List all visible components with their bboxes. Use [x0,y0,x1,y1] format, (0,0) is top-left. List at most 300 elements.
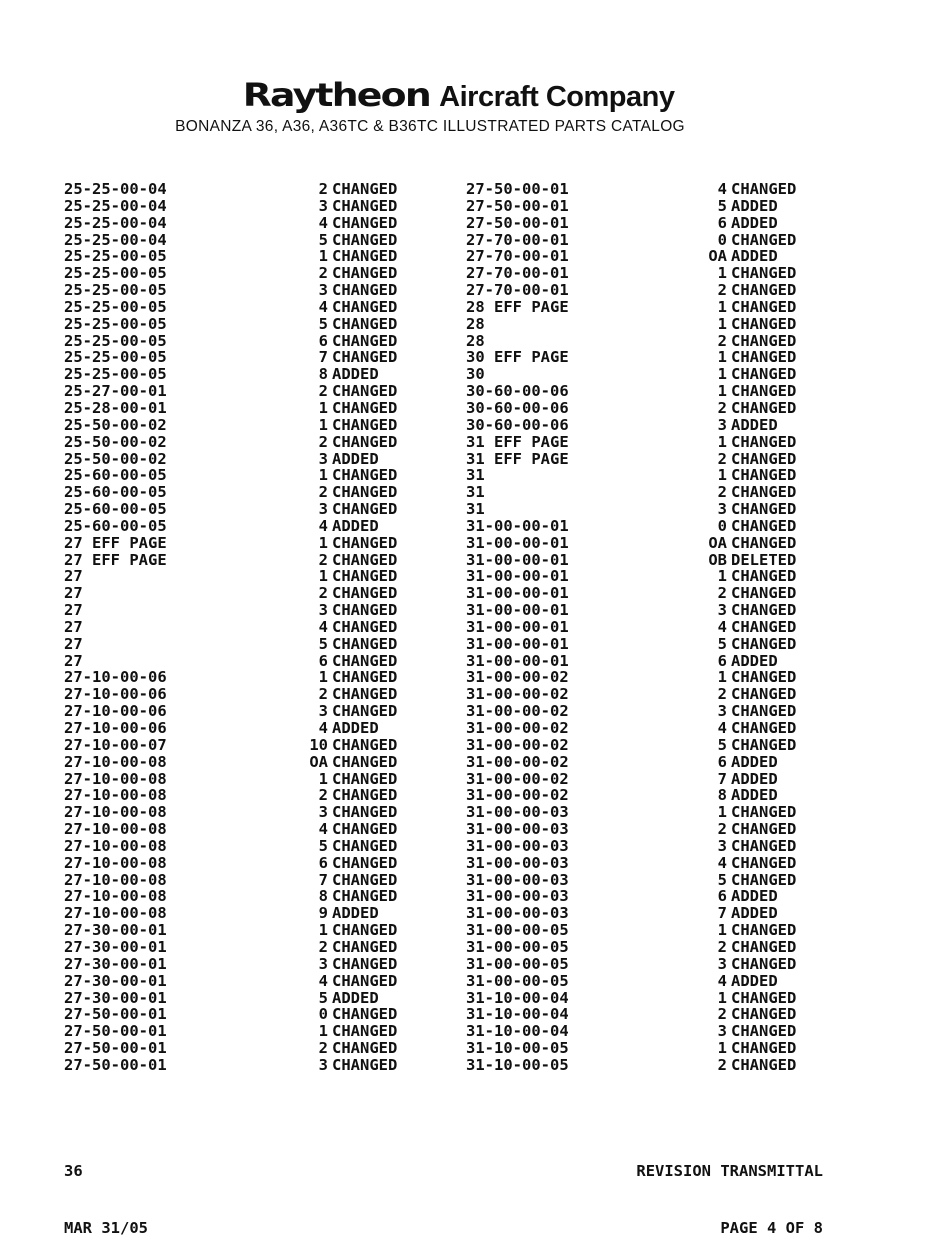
change-status: CHANGED [332,735,398,754]
change-status: CHANGED [731,735,797,754]
company-name: Aircraft Company [439,81,675,113]
section-entry: 25-60-00-05 [64,500,167,519]
page-number: 36 [64,1162,83,1180]
revision-number: 1 [318,567,328,586]
section-entry: 27-70-00-01 [466,247,569,266]
change-entry [296,299,422,316]
change-status: CHANGED [731,954,797,973]
section-entry: 25-25-00-04 [64,196,167,215]
change-status: CHANGED [731,988,797,1007]
revision-number: 1 [318,769,328,788]
change-status: CHANGED [332,533,398,552]
change-entry [296,602,422,619]
change-entry [296,956,422,973]
revision-number: 2 [717,584,727,603]
change-entry [695,265,825,282]
change-status: CHANGED [332,887,398,906]
revision-number: 9 [318,904,328,923]
revision-number: 4 [318,213,328,232]
change-entry [695,535,825,552]
change-entry [695,754,825,771]
section-entry: 31-10-00-04 [466,1022,569,1041]
revision-number: 5 [318,230,328,249]
change-entry [695,282,825,299]
change-status: CHANGED [731,264,797,283]
change-entry [695,686,825,703]
revision-number: 2 [318,483,328,502]
revision-number: 1 [717,988,727,1007]
revision-number: OB [708,550,727,569]
change-entry [695,366,825,383]
change-entry [695,872,825,889]
change-status: CHANGED [731,937,797,956]
revision-number: 2 [717,449,727,468]
change-entry [296,990,422,1007]
section-entry: 31-00-00-03 [466,853,569,872]
revision-number: 7 [318,870,328,889]
change-status: ADDED [731,887,778,906]
change-status: CHANGED [332,584,398,603]
section-entry: 27-30-00-01 [64,921,167,940]
section-entry: 27-10-00-08 [64,769,167,788]
change-entry [695,905,825,922]
change-status: CHANGED [332,432,398,451]
change-entry [296,400,422,417]
section-entry: 31-00-00-03 [466,887,569,906]
section-entry: 25-25-00-04 [64,213,167,232]
section-entry: 31-00-00-05 [466,954,569,973]
revision-number: 5 [717,196,727,215]
section-entry: 25-25-00-04 [64,230,167,249]
section-entry: 31-00-00-01 [466,567,569,586]
change-entry [296,501,422,518]
section-entry: 25-25-00-05 [64,281,167,300]
change-status: CHANGED [332,601,398,620]
change-entry [695,434,825,451]
change-status: CHANGED [332,196,398,215]
change-status: CHANGED [332,937,398,956]
change-status: ADDED [332,516,379,535]
section-entry: 31-00-00-01 [466,584,569,603]
change-status: ADDED [332,719,379,737]
change-entry [296,771,422,788]
revision-number: 2 [318,180,328,198]
section-entry: 27-10-00-08 [64,870,167,889]
section-entry: 30 [466,365,485,384]
change-entry [296,653,422,670]
revision-number: 4 [717,180,727,198]
revision-number: 4 [318,971,328,990]
section-entry: 27-50-00-01 [64,1055,167,1074]
section-entry: 25-60-00-05 [64,466,167,485]
section-entry: 30 EFF PAGE [466,348,569,367]
revision-number: 0 [717,516,727,535]
change-status: ADDED [731,415,778,434]
change-status: ADDED [731,786,778,805]
revision-number: 2 [318,786,328,805]
revision-number: 1 [717,921,727,940]
revision-number: 4 [318,617,328,636]
section-entry: 30-60-00-06 [466,398,569,417]
revision-number: 2 [318,550,328,569]
revision-number: 2 [717,483,727,502]
change-entry [695,552,825,569]
revision-number: 6 [318,651,328,670]
change-status: CHANGED [731,567,797,586]
revision-number: 1 [717,803,727,822]
change-status: CHANGED [332,382,398,401]
section-entry: 31-00-00-03 [466,836,569,855]
revision-number: 1 [717,365,727,384]
change-status: CHANGED [731,702,797,721]
section-entry: 25-60-00-05 [64,483,167,502]
section-entry: 31-00-00-02 [466,769,569,788]
change-entry [296,669,422,686]
page-count: PAGE 4 OF 8 [720,1219,823,1237]
revision-number: 5 [318,988,328,1007]
section-entry: 30-60-00-06 [466,382,569,401]
section-entry: 31-00-00-03 [466,904,569,923]
change-status: CHANGED [731,516,797,535]
change-entry [695,484,825,501]
change-status: CHANGED [332,281,398,300]
change-entry [695,737,825,754]
revision-number: 2 [318,584,328,603]
change-status: CHANGED [332,466,398,485]
section-entry: 27-50-00-01 [64,1005,167,1024]
section-entry: 25-25-00-05 [64,247,167,266]
change-status: ADDED [731,247,778,266]
revision-number: 0 [717,230,727,249]
change-status: CHANGED [332,1022,398,1041]
change-status: CHANGED [731,836,797,855]
section-entry: 27 EFF PAGE [64,550,167,569]
change-status: CHANGED [731,314,797,333]
revision-number: 4 [318,297,328,316]
change-entry [695,669,825,686]
change-entry [296,434,422,451]
change-status: CHANGED [731,281,797,300]
section-entry: 27-10-00-06 [64,719,167,737]
change-status: CHANGED [731,483,797,502]
change-entry [296,248,422,265]
change-entry [296,1040,422,1057]
change-entry [695,349,825,366]
revision-number: 3 [717,836,727,855]
section-entry: 31-10-00-05 [466,1039,569,1058]
section-entry: 27-50-00-01 [466,213,569,232]
revision-number: 1 [318,533,328,552]
revision-number: 7 [318,348,328,367]
section-entry: 31-00-00-02 [466,735,569,754]
change-entry [695,1057,825,1074]
revision-number: 5 [717,735,727,754]
revision-number: 3 [318,196,328,215]
change-status: CHANGED [731,365,797,384]
change-status: CHANGED [332,954,398,973]
change-entry [296,922,422,939]
revision-number: 5 [318,634,328,653]
change-entry [695,1006,825,1023]
section-entry: 28 [466,314,485,333]
change-status: CHANGED [332,331,398,350]
revision-number: 0 [318,1005,328,1024]
change-entry [296,686,422,703]
revision-number: 6 [717,887,727,906]
change-status: CHANGED [731,466,797,485]
change-status: CHANGED [731,803,797,822]
change-entry [695,956,825,973]
revision-number: 2 [318,264,328,283]
change-entry [296,366,422,383]
change-status: CHANGED [731,398,797,417]
change-status: CHANGED [332,264,398,283]
change-status: CHANGED [332,1039,398,1058]
change-entry [695,1040,825,1057]
change-entry [695,215,825,232]
change-entry [695,619,825,636]
revision-date: MAR 31/05 [64,1219,148,1237]
revision-number: OA [708,247,727,266]
revision-number: 10 [309,735,328,754]
section-entry: 31-00-00-02 [466,702,569,721]
change-entry [695,1023,825,1040]
section-entry: 27 [64,567,83,586]
change-status: ADDED [332,449,379,468]
section-entry: 25-50-00-02 [64,449,167,468]
change-entry [695,636,825,653]
section-entry: 27-10-00-08 [64,887,167,906]
change-status: CHANGED [731,668,797,687]
change-status: CHANGED [731,1055,797,1074]
revision-number: 3 [318,601,328,620]
section-entry: 27 [64,651,83,670]
section-entry: 25-28-00-01 [64,398,167,417]
change-entry [296,787,422,804]
section-entry: 25-25-00-05 [64,264,167,283]
change-status: CHANGED [332,617,398,636]
change-entry [296,838,422,855]
section-entry: 31-00-00-01 [466,533,569,552]
revision-number: 2 [717,1005,727,1024]
revision-number: OA [309,752,328,771]
section-entry: 27-30-00-01 [64,954,167,973]
left-section-column [64,181,167,1074]
change-status: CHANGED [332,921,398,940]
change-entry [296,265,422,282]
revision-number: 2 [318,937,328,956]
section-entry: 25-25-00-05 [64,365,167,384]
revision-number: 6 [717,752,727,771]
change-entry [296,316,422,333]
change-status: CHANGED [731,180,797,198]
revision-number: 1 [318,398,328,417]
section-entry: 27-70-00-01 [466,230,569,249]
change-entry [296,568,422,585]
section-entry: 27-10-00-08 [64,904,167,923]
change-status: CHANGED [332,971,398,990]
change-entry [695,653,825,670]
change-entry [296,181,422,198]
change-entry [296,417,422,434]
section-entry: 25-25-00-05 [64,348,167,367]
section-entry: 31 [466,466,485,485]
revision-number: 3 [717,702,727,721]
change-entry [695,703,825,720]
revision-number: 4 [318,516,328,535]
revision-number: 1 [717,432,727,451]
change-status: ADDED [731,213,778,232]
change-entry [296,905,422,922]
section-entry: 31-00-00-01 [466,651,569,670]
change-status: CHANGED [332,500,398,519]
change-status: CHANGED [332,803,398,822]
revision-number: 4 [318,820,328,839]
change-entry [296,619,422,636]
section-entry: 31-00-00-05 [466,937,569,956]
change-status: CHANGED [332,550,398,569]
change-entry [695,585,825,602]
change-entry [296,282,422,299]
catalog-title: BONANZA 36, A36, A36TC & B36TC ILLUSTRATED PARTS CATALOG [175,118,685,135]
section-entry: 31-00-00-02 [466,668,569,687]
revision-number: 3 [318,803,328,822]
revision-number: 1 [717,348,727,367]
change-entry [296,232,422,249]
change-entry [695,855,825,872]
section-entry: 31-00-00-03 [466,870,569,889]
revision-number: 2 [318,1039,328,1058]
section-entry: 25-50-00-02 [64,432,167,451]
revision-number: 1 [717,567,727,586]
revision-number: 4 [717,853,727,872]
section-entry: 27-10-00-08 [64,752,167,771]
section-entry: 27 [64,601,83,620]
revision-number: 7 [717,904,727,923]
change-entry [695,787,825,804]
revision-number: 8 [717,786,727,805]
change-entry [695,771,825,788]
change-status: CHANGED [332,348,398,367]
change-status: CHANGED [731,870,797,889]
change-entry [695,821,825,838]
revision-number: 6 [318,853,328,872]
logo-wordmark: Raytheon [242,76,430,114]
section-entry: 27-10-00-06 [64,685,167,704]
footer-left [64,1124,148,1257]
revision-number: 1 [318,1022,328,1041]
section-entry: 27-50-00-01 [64,1022,167,1041]
section-entry: 27-10-00-06 [64,668,167,687]
revision-number: 2 [717,1055,727,1074]
change-status: CHANGED [332,415,398,434]
change-entry [695,804,825,821]
change-status: CHANGED [332,769,398,788]
change-status: CHANGED [332,314,398,333]
revision-number: 2 [717,937,727,956]
change-status: ADDED [332,988,379,1007]
revision-number: 1 [318,247,328,266]
change-status: ADDED [731,651,778,670]
section-entry: 27-10-00-08 [64,853,167,872]
change-entry [296,754,422,771]
revision-number: 1 [717,1039,727,1058]
change-entry [296,333,422,350]
change-status: ADDED [332,365,379,384]
change-entry [695,417,825,434]
change-entry [296,855,422,872]
change-status: CHANGED [332,180,398,198]
revision-number: 4 [717,617,727,636]
change-entry [695,720,825,737]
revision-number: 6 [717,213,727,232]
section-entry: 27 EFF PAGE [64,533,167,552]
change-entry [296,1057,422,1074]
revision-number: 1 [717,466,727,485]
change-entry [296,636,422,653]
change-entry [296,451,422,468]
change-entry [695,451,825,468]
change-status: ADDED [731,904,778,923]
revision-number: 1 [318,921,328,940]
section-entry: 27 [64,634,83,653]
section-entry: 27-50-00-01 [466,180,569,198]
change-entry [296,1023,422,1040]
section-entry: 27-10-00-08 [64,820,167,839]
change-entry [695,467,825,484]
change-status: ADDED [731,769,778,788]
section-entry: 27-10-00-07 [64,735,167,754]
revision-number: 7 [717,769,727,788]
section-entry: 27-10-00-08 [64,836,167,855]
revision-number: OA [708,533,727,552]
change-status: CHANGED [332,870,398,889]
change-status: CHANGED [332,1005,398,1024]
change-status: CHANGED [731,432,797,451]
revision-number: 2 [717,281,727,300]
revision-number: 3 [717,1022,727,1041]
section-entry: 27-70-00-01 [466,264,569,283]
change-status: CHANGED [332,685,398,704]
revision-number: 8 [318,887,328,906]
change-entry [695,501,825,518]
revision-number: 6 [717,651,727,670]
revision-number: 2 [318,382,328,401]
change-entry [296,552,422,569]
revision-number: 1 [318,668,328,687]
change-status: CHANGED [332,820,398,839]
change-entry [296,804,422,821]
company-logo [242,76,675,114]
change-status: CHANGED [332,230,398,249]
change-status: CHANGED [332,752,398,771]
section-entry: 31-00-00-03 [466,803,569,822]
section-entry: 27-30-00-01 [64,988,167,1007]
change-entry [296,467,422,484]
change-status: CHANGED [332,634,398,653]
revision-number: 4 [717,719,727,737]
change-entry [296,973,422,990]
change-entry [695,383,825,400]
section-entry: 31-00-00-01 [466,550,569,569]
revision-number: 3 [318,702,328,721]
change-entry [695,568,825,585]
change-status: CHANGED [731,500,797,519]
left-change-column [296,181,422,1074]
section-entry: 31 EFF PAGE [466,449,569,468]
section-entry: 31-00-00-01 [466,516,569,535]
change-status: CHANGED [731,449,797,468]
